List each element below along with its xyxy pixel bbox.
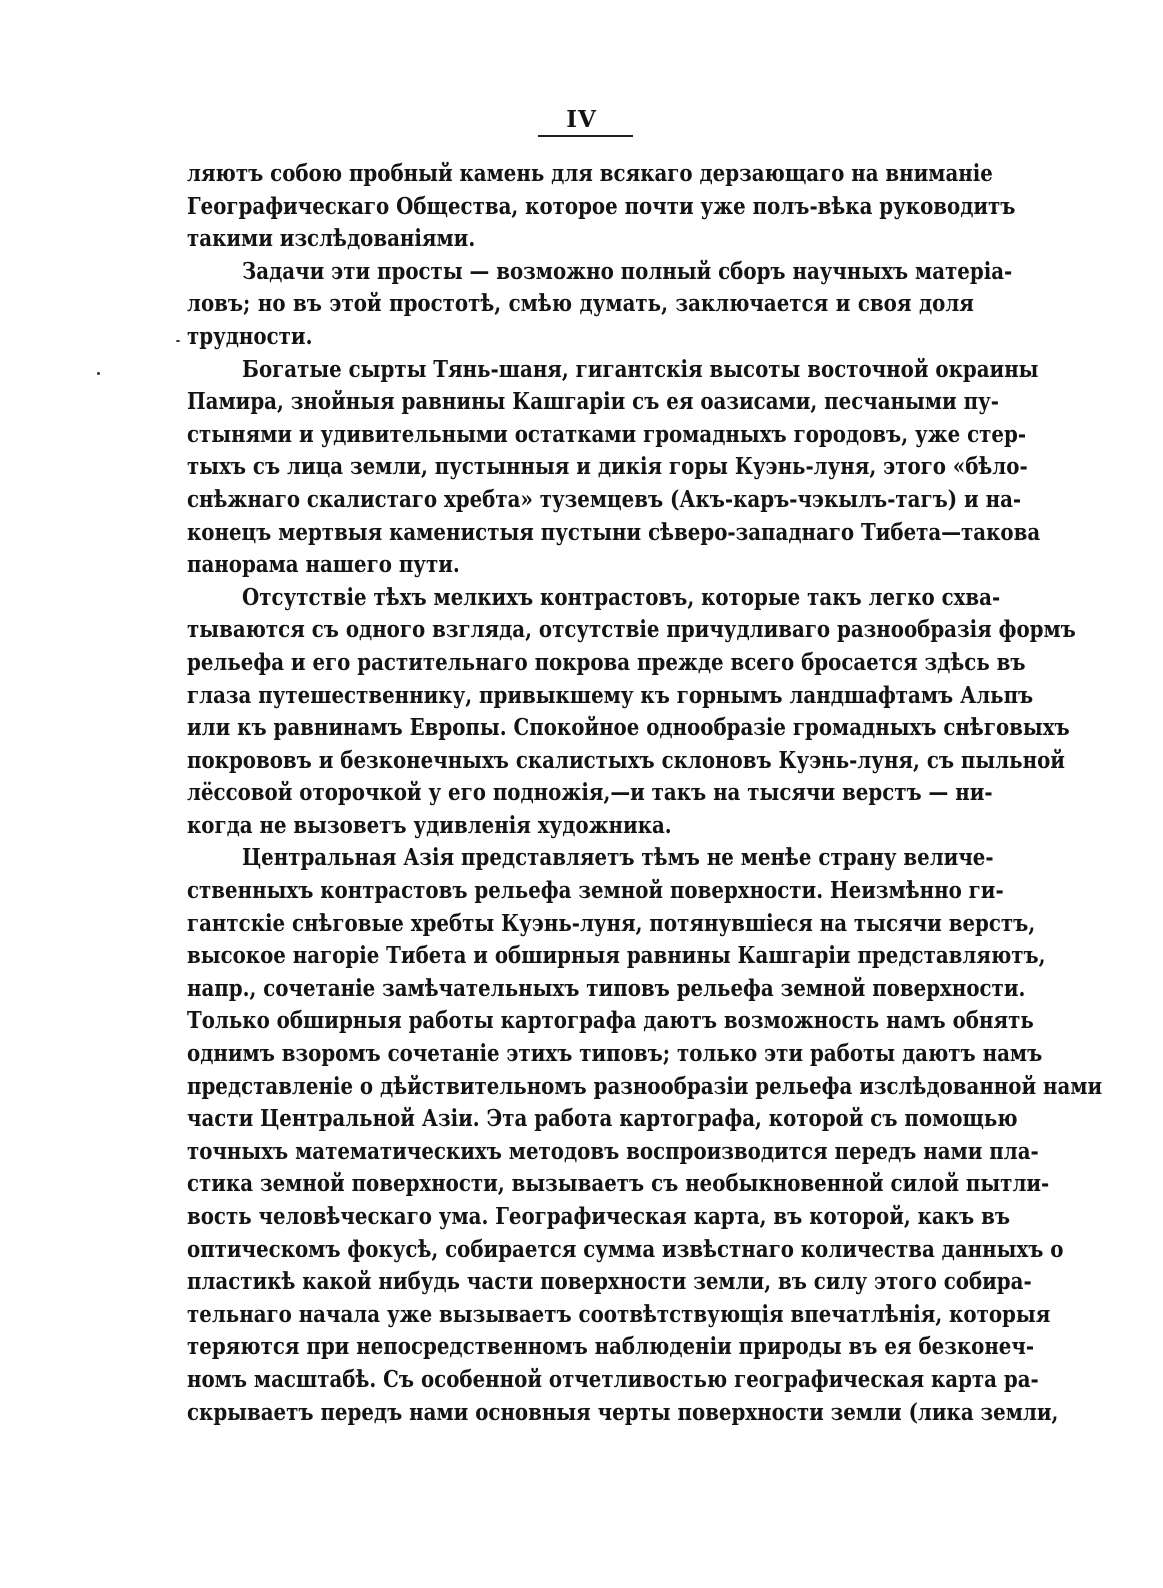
- text-line: Богатые сырты Тянь-шаня, гигантскія высоты восточной окраины: [242, 355, 1039, 383]
- text-line: представленіе о дѣйствительномъ разнообразіи рельефа изслѣдованной нами: [187, 1072, 1103, 1100]
- text-line: Только обширныя работы картографа даютъ возможность намъ обнять: [187, 1007, 1034, 1035]
- text-line: скрываетъ передъ нами основныя черты поверхности земли (лика земли,: [187, 1398, 1059, 1426]
- text-line: или къ равнинамъ Европы. Спокойное однообразіе громадныхъ снѣговыхъ: [187, 714, 1070, 742]
- page-number: IV: [566, 106, 597, 133]
- header-rule: [538, 135, 633, 137]
- text-line: напр., сочетаніе замѣчательныхъ типовъ рельефа земной поверхности.: [187, 974, 1026, 1002]
- text-line: части Центральной Азіи. Эта работа картографа, которой съ помощью: [187, 1105, 1018, 1133]
- text-line: точныхъ математическихъ методовъ воспроизводится передъ нами пла-: [187, 1137, 1039, 1165]
- text-line: глаза путешественнику, привыкшему къ горнымъ ландшафтамъ Альпъ: [187, 681, 1034, 709]
- margin-speck: [97, 372, 100, 375]
- text-line: гантскіе снѣговые хребты Куэнь-луня, потянувшіеся на тысячи верстъ,: [187, 909, 1036, 937]
- text-line: Центральная Азія представляетъ тѣмъ не менѣе страну величе-: [242, 844, 994, 872]
- text-line: пластикѣ какой нибудь части поверхности земли, въ силу этого собира-: [187, 1268, 1032, 1296]
- text-line: стынями и удивительными остатками громадныхъ городовъ, уже стер-: [187, 420, 1027, 448]
- paragraph: [187, 354, 1041, 582]
- text-line: Отсутствіе тѣхъ мелкихъ контрастовъ, которые такъ легко схва-: [242, 583, 1001, 611]
- text-line: когда не вызоветъ удивленія художника.: [187, 811, 672, 839]
- text-line: Географическаго Общества, которое почти уже полъ-вѣка руководитъ: [187, 192, 1016, 220]
- paragraph: [187, 256, 1013, 354]
- text-line: стика земной поверхности, вызываетъ съ необыкновенной силой пытли-: [187, 1170, 1050, 1198]
- text-line: снѣжнаго скалистаго хребта» туземцевъ (Акъ-каръ-чэкылъ-тагъ) и на-: [187, 485, 1022, 513]
- body-text: [187, 158, 1103, 1429]
- text-line: рельефа и его растительнаго покрова прежде всего бросается здѣсь въ: [187, 648, 1026, 676]
- text-line: оптическомъ фокусѣ, собирается сумма извѣстнаго количества данныхъ о: [187, 1235, 1064, 1263]
- text-line: покрововъ и безконечныхъ скалистыхъ склоновъ Куэнь-луня, съ пыльной: [187, 746, 1065, 774]
- text-line: Памира, знойныя равнины Кашгаріи съ ея оазисами, песчаными пу-: [187, 388, 999, 416]
- text-line: теряются при непосредственномъ наблюденіи природы въ ея безконеч-: [187, 1333, 1035, 1361]
- text-line: ственныхъ контрастовъ рельефа земной поверхности. Неизмѣнно ги-: [187, 877, 1004, 905]
- text-line: ляютъ собою пробный камень для всякаго дерзающаго на вниманіе: [187, 160, 993, 187]
- paragraph: [187, 158, 1016, 256]
- text-line: панорама нашего пути.: [187, 551, 460, 579]
- text-line: тельнаго начала уже вызываетъ соотвѣтствующія впечатлѣнія, которыя: [187, 1300, 1051, 1328]
- text-line: однимъ взоромъ сочетаніе этихъ типовъ; только эти работы даютъ намъ: [187, 1040, 1043, 1068]
- text-line: конецъ мертвыя каменистыя пустыни сѣверо-западнаго Тибета—такова: [187, 518, 1041, 546]
- text-line: трудности.: [187, 322, 313, 350]
- paragraph: [187, 842, 1103, 1429]
- text-line: лёссовой оторочкой у его подножія,—и такъ на тысячи верстъ — ни-: [187, 779, 993, 807]
- text-line: Задачи эти просты — возможно полный сборъ научныхъ матеріа-: [242, 257, 1013, 285]
- text-line: тыхъ съ лица земли, пустынныя и дикія горы Куэнь-луня, этого «бѣло-: [187, 453, 1028, 481]
- text-line: вость человѣческаго ума. Географическая карта, въ которой, какъ въ: [187, 1203, 1011, 1230]
- paragraph: [187, 582, 1076, 843]
- margin-speck: [176, 340, 180, 342]
- text-line: высокое нагоріе Тибета и обширныя равнины Кашгаріи представляютъ,: [187, 942, 1046, 970]
- text-line: номъ масштабѣ. Съ особенной отчетливостью географическая карта ра-: [187, 1365, 1039, 1393]
- text-line: тываются съ одного взгляда, отсутствіе причудливаго разнообразія формъ: [187, 616, 1076, 644]
- text-line: ловъ; но въ этой простотѣ, смѣю думать, заключается и своя доля: [187, 290, 974, 318]
- text-line: такими изслѣдованіями.: [187, 225, 476, 253]
